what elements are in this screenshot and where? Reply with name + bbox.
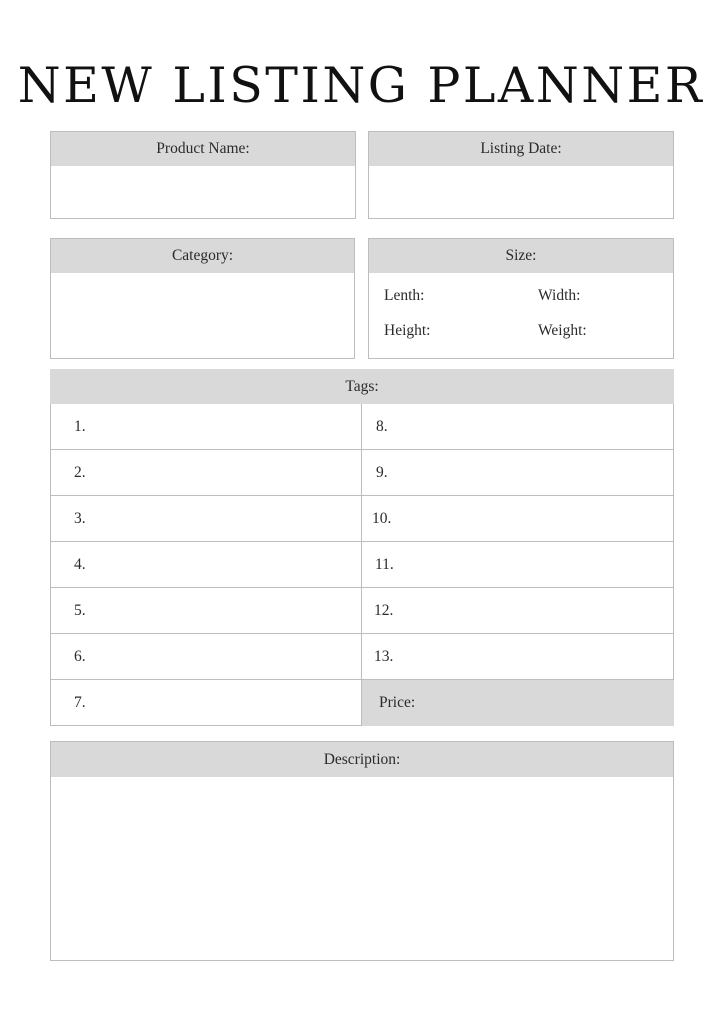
tag-field[interactable]: [362, 404, 674, 450]
listing-date-field[interactable]: [369, 166, 673, 218]
tag-field[interactable]: [362, 542, 674, 588]
description-label: Description:: [51, 742, 673, 777]
tag-field[interactable]: [50, 542, 362, 588]
tag-number: 13.: [374, 648, 394, 665]
tag-field[interactable]: [362, 450, 674, 496]
tags-label: Tags:: [50, 369, 674, 404]
category-label: Category:: [51, 239, 354, 273]
page-title: NEW LISTING PLANNER: [17, 57, 705, 114]
price-field[interactable]: [362, 680, 674, 726]
tag-number: 3.: [74, 510, 86, 527]
category-section: [50, 238, 355, 359]
tag-field[interactable]: [362, 634, 674, 680]
height-label: Height:: [384, 322, 431, 339]
tag-number: 4.: [74, 556, 86, 573]
tag-field[interactable]: [362, 588, 674, 634]
length-label: Lenth:: [384, 287, 425, 304]
listing-date-section: [368, 131, 674, 219]
tag-field[interactable]: [50, 588, 362, 634]
price-label: Price:: [379, 694, 416, 711]
tag-number: 5.: [74, 602, 86, 619]
tag-number: 8.: [376, 418, 388, 435]
tag-field[interactable]: [50, 680, 362, 726]
description-section: [50, 741, 674, 961]
tag-number: 1.: [74, 418, 86, 435]
tag-number: 11.: [375, 556, 394, 573]
tag-number: 2.: [74, 464, 86, 481]
tag-field[interactable]: [362, 496, 674, 542]
listing-date-label: Listing Date:: [369, 132, 673, 166]
tag-field[interactable]: [50, 496, 362, 542]
tag-number: 9.: [376, 464, 388, 481]
tags-section: [50, 369, 674, 726]
tag-number: 10.: [372, 510, 392, 527]
tag-number: 7.: [74, 694, 86, 711]
width-label: Width:: [538, 287, 581, 304]
tag-number: 12.: [374, 602, 394, 619]
tag-field[interactable]: [50, 404, 362, 450]
tag-field[interactable]: [50, 450, 362, 496]
tag-field[interactable]: [50, 634, 362, 680]
weight-label: Weight:: [538, 322, 587, 339]
product-name-section: [50, 131, 356, 219]
product-name-field[interactable]: [51, 166, 355, 218]
size-label: Size:: [369, 239, 673, 273]
size-section: [368, 238, 674, 359]
category-field[interactable]: [51, 273, 354, 358]
description-field[interactable]: [51, 777, 673, 960]
tag-number: 6.: [74, 648, 86, 665]
product-name-label: Product Name:: [51, 132, 355, 166]
